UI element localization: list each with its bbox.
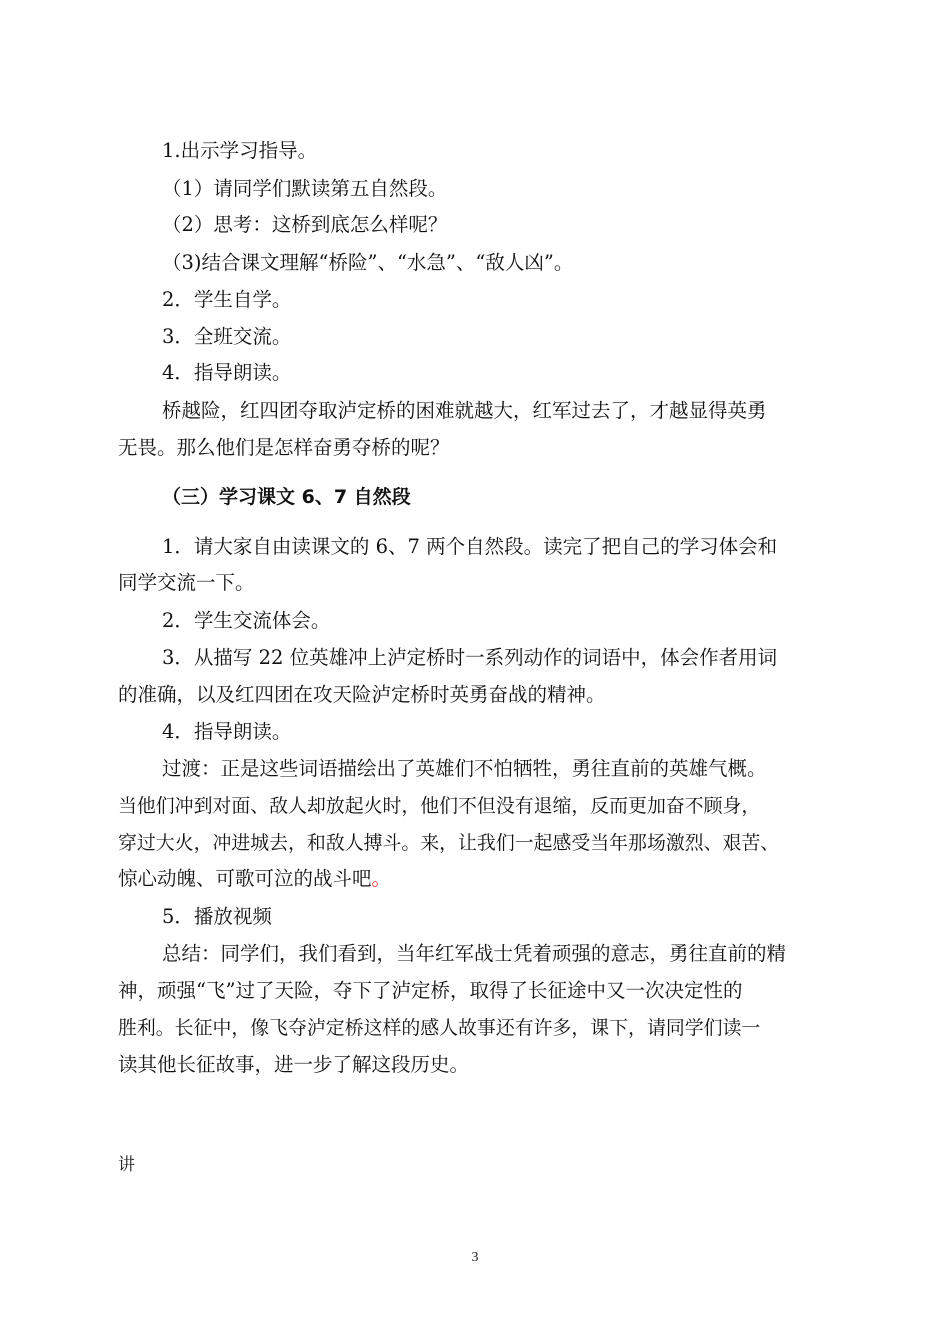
red-period: 。 — [371, 867, 392, 890]
paragraph-line: 桥越险，红四团夺取泸定桥的困难就越大，红军过去了，才越显得英勇 — [162, 399, 767, 422]
section-heading: （三）学习课文 6、7 自然段 — [162, 486, 411, 508]
paragraph-line: 2．学生交流体会。 — [162, 609, 331, 632]
paragraph-line: 胜利。长征中，像飞夺泸定桥这样的感人故事还有许多，课下，请同学们读一 — [118, 1017, 761, 1039]
paragraph-line: 3．从描写 22 位英雄冲上泸定桥时一系列动作的词语中，体会作者用词 — [162, 646, 778, 669]
guide-item-1: （1）请同学们默读第五自然段。 — [162, 177, 448, 200]
page-number: 3 — [471, 1250, 479, 1265]
paragraph-line: 4．指导朗读。 — [162, 720, 292, 743]
step-guided-reading: 4．指导朗读。 — [162, 361, 292, 384]
step-play-video: 5．播放视频 — [162, 905, 272, 928]
paragraph-line: 的准确，以及红四团在攻天险泸定桥时英勇奋战的精神。 — [118, 683, 606, 706]
step-self-study: 2．学生自学。 — [162, 288, 292, 311]
paragraph-line: 同学交流一下。 — [118, 571, 255, 594]
paragraph-line: 过渡：正是这些词语描绘出了英雄们不怕牺牲，勇往直前的英雄气概。 — [162, 757, 767, 780]
paragraph-line: 无畏。那么他们是怎样奋勇夺桥的呢？ — [118, 436, 450, 459]
paragraph-text: 惊心动魄、可歌可泣的战斗吧 — [118, 867, 372, 890]
guide-item-2: （2）思考：这桥到底怎么样呢？ — [162, 213, 448, 236]
paragraph-line: 读其他长征故事，进一步了解这段历史。 — [118, 1053, 470, 1076]
paragraph-line: 穿过大火，冲进城去，和敌人搏斗。来，让我们一起感受当年那场激烈、艰苦、 — [118, 832, 780, 854]
paragraph-line: 1．请大家自由读课文的 6、7 两个自然段。读完了把自己的学习体会和 — [162, 535, 778, 558]
paragraph-line — [118, 866, 950, 892]
paragraph-line: 神，顽强“飞”过了天险，夺下了泸定桥，取得了长征途中又一次决定性的 — [118, 979, 743, 1002]
guide-item-3: （3)结合课文理解“桥险”、“水急”、“敌人凶”。 — [162, 251, 574, 274]
paragraph-line: 总结：同学们，我们看到，当年红军战士凭着顽强的意志，勇往直前的精 — [162, 942, 787, 965]
paragraph-line: 当他们冲到对面、敌人却放起火时，他们不但没有退缩，反而更加奋不顾身， — [118, 795, 761, 817]
guide-heading: 1.出示学习指导。 — [162, 139, 318, 162]
step-class-exchange: 3．全班交流。 — [162, 325, 292, 348]
stray-text: 讲 — [118, 1155, 135, 1175]
